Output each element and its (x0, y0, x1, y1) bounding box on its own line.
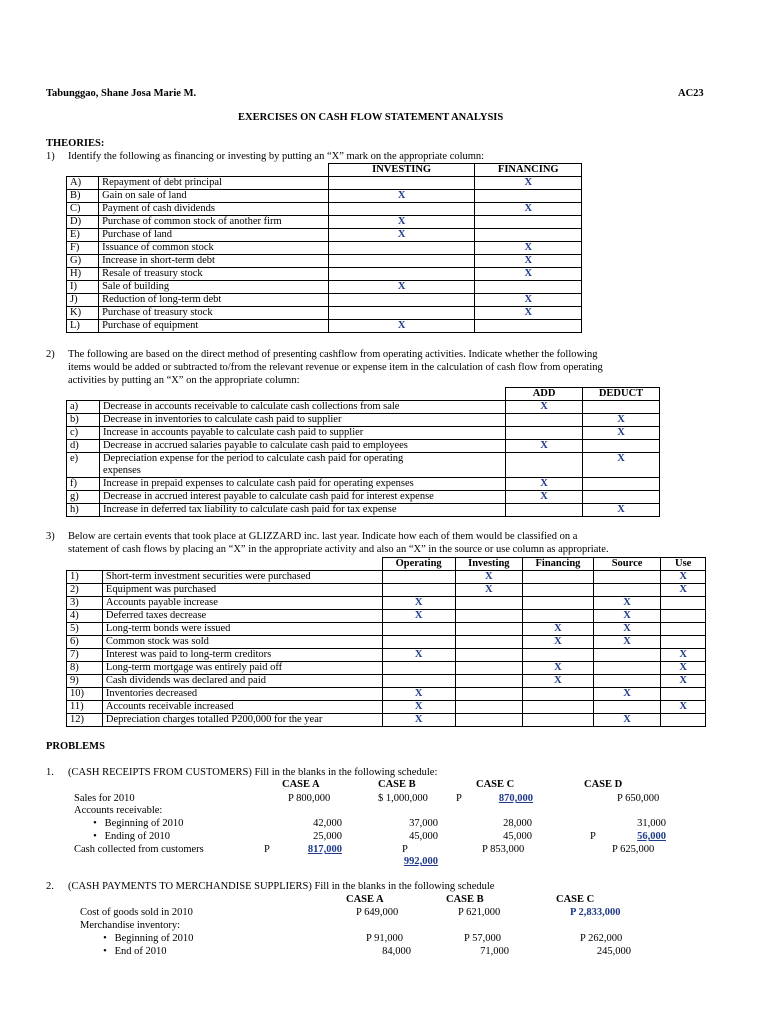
p1-end-d-prefix: P (590, 831, 596, 842)
financing-mark: X (475, 255, 582, 268)
p1-instruction: (CASH RECEIPTS FROM CUSTOMERS) Fill in the blanks in the following schedule: (68, 767, 438, 778)
table-row (67, 268, 582, 281)
table-row (67, 216, 582, 229)
table-row (67, 414, 660, 427)
col-operating: Operating (382, 558, 455, 571)
p2-begin-c: P 262,000 (580, 933, 623, 944)
row-number: 11) (67, 701, 103, 714)
p2-case-c: CASE C (556, 894, 595, 905)
row-item: Long-term bonds were issued (102, 623, 382, 636)
investing-mark (328, 203, 475, 216)
inv-mark (455, 714, 522, 727)
p2-inv-label: Merchandise inventory: (80, 920, 181, 931)
table-row (67, 478, 660, 491)
p2-begin-b: P 57,000 (464, 933, 501, 944)
row-item-text: Depreciation expense for the period to calculate cash paid for operating (102, 453, 404, 464)
investing-mark (328, 268, 475, 281)
p1-begin-a: 42,000 (313, 818, 342, 829)
fin-mark (523, 597, 594, 610)
row-item (99, 491, 505, 504)
p1-cash-b-prefix: P (402, 844, 408, 855)
op-mark: X (382, 610, 455, 623)
row-letter: K) (67, 307, 99, 320)
col-use: Use (661, 558, 706, 571)
src-mark: X (593, 597, 660, 610)
op-mark: X (382, 597, 455, 610)
fin-mark (523, 649, 594, 662)
p1-cash-label: Cash collected from customers (74, 844, 204, 855)
op-mark (382, 623, 455, 636)
row-number: 1) (67, 571, 103, 584)
row-number: 6) (67, 636, 103, 649)
row-item: Interest was paid to long-term creditors (102, 649, 382, 662)
src-mark (593, 571, 660, 584)
table-row (67, 610, 706, 623)
p1-cash-c: P 853,000 (482, 844, 525, 855)
fin-mark: X (523, 636, 594, 649)
src-mark: X (593, 688, 660, 701)
bullet: • (93, 831, 97, 842)
p2-end-a: 84,000 (382, 946, 411, 957)
p2-end-c: 245,000 (596, 946, 631, 957)
table-row (67, 714, 706, 727)
row-letter: D) (67, 216, 99, 229)
row-letter: B) (67, 190, 99, 203)
op-mark (382, 636, 455, 649)
inv-mark: X (455, 571, 522, 584)
add-mark (506, 414, 583, 427)
bullet: • (93, 818, 97, 829)
p1-end-c: 45,000 (503, 831, 532, 842)
src-mark: X (593, 714, 660, 727)
row-item: Depreciation charges totalled P200,000 for the year (102, 714, 382, 727)
table-row (67, 649, 706, 662)
row-item: Gain on sale of land (99, 190, 329, 203)
p1-sales-b: $ 1,000,000 (378, 793, 428, 804)
p1-sales-d: P 650,000 (617, 793, 660, 804)
op-mark: X (382, 714, 455, 727)
q2-table (66, 387, 660, 517)
q1-instruction: Identify the following as financing or investing by putting an “X” mark on the appropriate column: (68, 151, 485, 162)
table-row (67, 623, 706, 636)
financing-mark: X (475, 307, 582, 320)
inv-mark (455, 675, 522, 688)
p2-end-label: End of 2010 (114, 946, 167, 957)
deduct-mark (583, 491, 660, 504)
fin-mark (523, 701, 594, 714)
p1-cash-b: 992,000 (403, 856, 438, 867)
row-letter: G) (67, 255, 99, 268)
financing-mark: X (475, 294, 582, 307)
row-item (99, 427, 505, 440)
row-item: Purchase of treasury stock (99, 307, 329, 320)
use-mark (661, 610, 706, 623)
table-row (67, 307, 582, 320)
table-row (67, 255, 582, 268)
row-item: Issuance of common stock (99, 242, 329, 255)
table-row (67, 701, 706, 714)
row-item (99, 504, 505, 517)
row-number: 2) (67, 584, 103, 597)
table-row (67, 453, 660, 478)
add-mark (506, 427, 583, 440)
p1-end-d: 56,000 (637, 831, 666, 842)
add-mark: X (506, 478, 583, 491)
row-item: Increase in short-term debt (99, 255, 329, 268)
row-item: Accounts payable increase (102, 597, 382, 610)
row-item (99, 453, 505, 478)
table-row (67, 242, 582, 255)
fin-mark (523, 688, 594, 701)
row-number: 8) (67, 662, 103, 675)
q1-number: 1) (46, 151, 55, 162)
row-item (99, 478, 505, 491)
row-letter: f) (67, 478, 100, 491)
p1-end-b: 45,000 (409, 831, 438, 842)
table-row (67, 636, 706, 649)
q2-line3: activities by putting an “X” on the appropriate column: (68, 375, 300, 386)
add-mark: X (506, 491, 583, 504)
row-item: Repayment of debt principal (99, 177, 329, 190)
row-letter: a) (67, 401, 100, 414)
add-mark (506, 504, 583, 517)
row-item-text: Increase in prepaid expenses to calculate cash paid for operating expenses (102, 478, 414, 489)
table-row (67, 281, 582, 294)
financing-mark: X (475, 242, 582, 255)
p1-sales-c: 870,000 (498, 793, 533, 804)
inv-mark (455, 701, 522, 714)
p1-sales-a: P 800,000 (288, 793, 331, 804)
row-item: Equipment was purchased (102, 584, 382, 597)
row-item: Cash dividends was declared and paid (102, 675, 382, 688)
investing-mark (328, 294, 475, 307)
investing-mark: X (328, 320, 475, 333)
use-mark: X (661, 584, 706, 597)
col-add: ADD (506, 388, 583, 401)
op-mark (382, 662, 455, 675)
src-mark (593, 662, 660, 675)
row-item: Resale of treasury stock (99, 268, 329, 281)
row-item: Reduction of long-term debt (99, 294, 329, 307)
q2-line2: items would be added or subtracted to/from the relevant revenue or expense item in the calculation of cash flow from operating (68, 362, 603, 373)
financing-mark (475, 281, 582, 294)
col-financing: FINANCING (475, 164, 582, 177)
financing-mark (475, 229, 582, 242)
p1-cash-a-prefix: P (264, 844, 270, 855)
table-row (67, 320, 582, 333)
p2-end-row (98, 946, 167, 957)
col-deduct: DEDUCT (583, 388, 660, 401)
row-item (99, 401, 505, 414)
src-mark: X (593, 636, 660, 649)
p1-begin-d: 31,000 (637, 818, 666, 829)
src-mark (593, 584, 660, 597)
row-number: 12) (67, 714, 103, 727)
table-row (67, 190, 582, 203)
inv-mark: X (455, 584, 522, 597)
p2-instruction: (CASH PAYMENTS TO MERCHANDISE SUPPLIERS) Fill in the blanks in the following schedule (68, 881, 495, 892)
p2-case-b: CASE B (446, 894, 484, 905)
p2-cogs-a: P 649,000 (356, 907, 399, 918)
fin-mark (523, 714, 594, 727)
row-item-text-cont: expenses (102, 465, 141, 476)
deduct-mark: X (583, 453, 660, 478)
use-mark: X (661, 662, 706, 675)
q2-line1: The following are based on the direct method of presenting cashflow from operating activities. Indicate whether the following (68, 349, 598, 360)
investing-mark: X (328, 281, 475, 294)
p1-cash-d: P 625,000 (612, 844, 655, 855)
row-letter: A) (67, 177, 99, 190)
inv-mark (455, 688, 522, 701)
row-item: Purchase of land (99, 229, 329, 242)
table-row (67, 427, 660, 440)
row-letter: e) (67, 453, 100, 478)
bullet: • (103, 933, 107, 944)
table-row (67, 597, 706, 610)
row-letter: C) (67, 203, 99, 216)
student-name: Tabunggao, Shane Josa Marie M. (46, 88, 197, 99)
financing-mark (475, 216, 582, 229)
p1-begin-b: 37,000 (409, 818, 438, 829)
table-row (67, 440, 660, 453)
row-item (99, 440, 505, 453)
inv-mark (455, 597, 522, 610)
p2-cogs-c: P 2,833,000 (570, 907, 621, 918)
table-row (67, 491, 660, 504)
p1-end-a: 25,000 (313, 831, 342, 842)
p1-end-row (88, 831, 170, 842)
row-letter: H) (67, 268, 99, 281)
op-mark (382, 675, 455, 688)
op-mark: X (382, 688, 455, 701)
p1-cash-a: 817,000 (307, 844, 342, 855)
row-letter: g) (67, 491, 100, 504)
p1-number: 1. (46, 767, 54, 778)
table-row (67, 688, 706, 701)
fin-mark: X (523, 675, 594, 688)
table-row (67, 571, 706, 584)
col-financing-q3: Financing (523, 558, 594, 571)
financing-mark: X (475, 177, 582, 190)
row-letter: L) (67, 320, 99, 333)
row-letter: c) (67, 427, 100, 440)
row-number: 7) (67, 649, 103, 662)
q3-line2: statement of cash flows by placing an “X” in the appropriate activity and also an “X” in the source or use column as appropriate. (68, 544, 609, 555)
financing-mark: X (475, 268, 582, 281)
row-letter: d) (67, 440, 100, 453)
inv-mark (455, 623, 522, 636)
use-mark: X (661, 571, 706, 584)
p1-case-c: CASE C (476, 779, 515, 790)
table-row (67, 504, 660, 517)
use-mark (661, 597, 706, 610)
row-letter: b) (67, 414, 100, 427)
p1-sales-label: Sales for 2010 (74, 793, 135, 804)
deduct-mark (583, 401, 660, 414)
fin-mark (523, 610, 594, 623)
investing-mark: X (328, 229, 475, 242)
row-number: 4) (67, 610, 103, 623)
row-number: 9) (67, 675, 103, 688)
row-item-text: Decrease in inventories to calculate cash paid to supplier (102, 414, 342, 425)
fin-mark: X (523, 662, 594, 675)
financing-mark (475, 320, 582, 333)
row-letter: h) (67, 504, 100, 517)
row-item-text: Increase in accounts payable to calculate cash paid to supplier (102, 427, 364, 438)
row-letter: E) (67, 229, 99, 242)
row-item: Short-term investment securities were purchased (102, 571, 382, 584)
op-mark: X (382, 649, 455, 662)
inv-mark (455, 636, 522, 649)
use-mark (661, 636, 706, 649)
p2-number: 2. (46, 881, 54, 892)
use-mark: X (661, 701, 706, 714)
row-number: 3) (67, 597, 103, 610)
row-item-text: Decrease in accrued salaries payable to calculate cash paid to employees (102, 440, 408, 451)
op-mark (382, 571, 455, 584)
row-item-text: Increase in deferred tax liability to calculate cash paid for tax expense (102, 504, 397, 515)
use-mark (661, 688, 706, 701)
col-source: Source (593, 558, 660, 571)
row-item: Purchase of common stock of another firm (99, 216, 329, 229)
deduct-mark: X (583, 504, 660, 517)
row-number: 5) (67, 623, 103, 636)
inv-mark (455, 649, 522, 662)
row-letter: F) (67, 242, 99, 255)
p1-case-d: CASE D (584, 779, 623, 790)
row-item: Inventories decreased (102, 688, 382, 701)
p2-begin-a: P 91,000 (366, 933, 403, 944)
p2-cogs-b: P 621,000 (458, 907, 501, 918)
investing-mark (328, 177, 475, 190)
investing-mark (328, 242, 475, 255)
fin-mark: X (523, 623, 594, 636)
p2-end-b: 71,000 (480, 946, 509, 957)
add-mark: X (506, 440, 583, 453)
investing-mark: X (328, 216, 475, 229)
p1-sales-c-prefix: P (456, 793, 462, 804)
investing-mark: X (328, 190, 475, 203)
table-row (67, 294, 582, 307)
table-row (67, 662, 706, 675)
use-mark: X (661, 649, 706, 662)
table-row (67, 401, 660, 414)
src-mark (593, 649, 660, 662)
fin-mark (523, 571, 594, 584)
class-code: AC23 (678, 88, 704, 99)
row-item-text: Decrease in accrued interest payable to calculate cash paid for interest expense (102, 491, 434, 502)
add-mark: X (506, 401, 583, 414)
row-item: Deferred taxes decrease (102, 610, 382, 623)
p1-ar-label: Accounts receivable: (74, 805, 163, 816)
p1-end-label: Ending of 2010 (104, 831, 170, 842)
src-mark: X (593, 610, 660, 623)
bullet: • (103, 946, 107, 957)
p1-case-b: CASE B (378, 779, 416, 790)
financing-mark: X (475, 203, 582, 216)
p1-begin-c: 28,000 (503, 818, 532, 829)
op-mark: X (382, 701, 455, 714)
inv-mark (455, 662, 522, 675)
row-item: Long-term mortgage was entirely paid off (102, 662, 382, 675)
row-item: Accounts receivable increased (102, 701, 382, 714)
table-row (67, 177, 582, 190)
p1-begin-label: Beginning of 2010 (104, 818, 184, 829)
src-mark (593, 675, 660, 688)
use-mark (661, 623, 706, 636)
p1-begin-row (88, 818, 183, 829)
q1-table (66, 163, 582, 333)
row-item (99, 414, 505, 427)
q3-line1: Below are certain events that took place at GLIZZARD inc. last year. Indicate how each of them would be classified on a (68, 531, 578, 542)
src-mark: X (593, 623, 660, 636)
use-mark (661, 714, 706, 727)
p2-begin-label: Beginning of 2010 (114, 933, 194, 944)
row-item: Common stock was sold (102, 636, 382, 649)
row-letter: I) (67, 281, 99, 294)
row-item: Sale of building (99, 281, 329, 294)
deduct-mark (583, 478, 660, 491)
financing-mark (475, 190, 582, 203)
deduct-mark: X (583, 414, 660, 427)
row-item-text: Decrease in accounts receivable to calculate cash collections from sale (102, 401, 400, 412)
add-mark (506, 453, 583, 478)
row-number: 10) (67, 688, 103, 701)
q3-number: 3) (46, 531, 55, 542)
row-letter: J) (67, 294, 99, 307)
src-mark (593, 701, 660, 714)
problems-heading: PROBLEMS (46, 741, 105, 752)
table-row (67, 675, 706, 688)
deduct-mark: X (583, 427, 660, 440)
table-row (67, 229, 582, 242)
deduct-mark (583, 440, 660, 453)
investing-mark (328, 307, 475, 320)
p2-cogs-label: Cost of goods sold in 2010 (80, 907, 193, 918)
table-row (67, 584, 706, 597)
op-mark (382, 584, 455, 597)
investing-mark (328, 255, 475, 268)
q3-table (66, 557, 706, 727)
row-item: Payment of cash dividends (99, 203, 329, 216)
fin-mark (523, 584, 594, 597)
q2-number: 2) (46, 349, 55, 360)
row-item: Purchase of equipment (99, 320, 329, 333)
inv-mark (455, 610, 522, 623)
p1-case-a: CASE A (282, 779, 320, 790)
p2-case-a: CASE A (346, 894, 384, 905)
theories-heading: THEORIES: (46, 138, 105, 149)
col-investing: INVESTING (328, 164, 475, 177)
p2-begin-row (98, 933, 193, 944)
use-mark: X (661, 675, 706, 688)
col-investing-q3: Investing (455, 558, 522, 571)
table-row (67, 203, 582, 216)
page-title: EXERCISES ON CASH FLOW STATEMENT ANALYSIS (238, 112, 504, 123)
